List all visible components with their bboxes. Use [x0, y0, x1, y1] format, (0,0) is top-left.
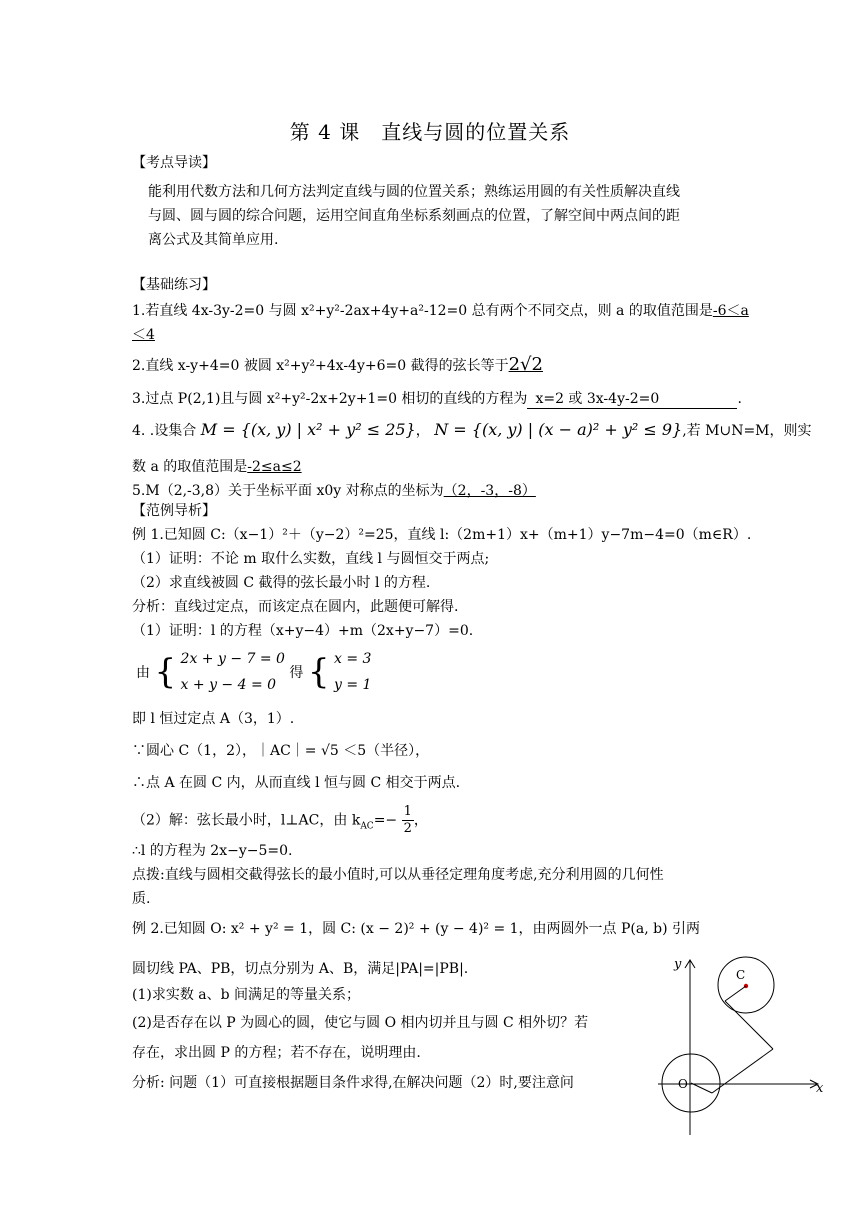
- ex1-result: ∴l 的方程为 2x−y−5=0.: [132, 843, 293, 859]
- examples-heading: 【范例导析】: [132, 503, 216, 519]
- q2-text: 2.直线 x-y+4=0 被圆 x²+y²+4x-4y+6=0 截得的弦长等于: [132, 358, 509, 374]
- q5-answer: （2，-3，-8）: [443, 483, 536, 499]
- ex2-analysis: 分析: 问题（1）可直接根据题目条件求得,在解决问题（2）时,要注意问: [132, 1075, 574, 1091]
- guide-line-2: 与圆、圆与圆的综合问题，运用空间直角坐标系刻画点的位置，了解空间中两点间的距: [148, 208, 680, 224]
- ex1-tip-2: 质.: [132, 891, 151, 907]
- ex1-tip-1: 点拨:直线与圆相交截得弦长的最小值时,可以从垂径定理角度考虑,充分利用圆的几何性: [132, 867, 664, 883]
- q4-condition: ,若 M∪N=M，则实: [682, 423, 812, 439]
- ex1-analysis: 分析：直线过定点，而该定点在圆内，此题便可解得.: [132, 599, 459, 615]
- tangent-pb: [712, 1049, 773, 1093]
- page-title: 第 4 课 直线与圆的位置关系: [289, 120, 571, 144]
- guide-heading: 【考点导读】: [132, 155, 216, 171]
- basic-q5: 5.M（2,-3,8）关于坐标平面 x0y 对称点的坐标为（2，-3，-8）: [132, 483, 536, 499]
- origin-label: O: [678, 1077, 688, 1091]
- q3-text: 3.过点 P(2,1)且与圆 x²+y²-2x+2y+1=0 相切的直线的方程为: [132, 391, 528, 407]
- basic-heading: 【基础练习】: [132, 277, 216, 293]
- q4-answer: -2≤a≤2: [247, 459, 302, 475]
- ex1-fixed-point: 即 l 恒过定点 A（3，1）.: [132, 711, 295, 727]
- q2-answer: 2√2: [508, 354, 543, 375]
- q1-text: 1.若直线 4x-3y-2=0 与圆 x²+y²-2ax+4y+a²-12=0 总有两个不同交点，则 a 的取值范围是: [132, 303, 713, 319]
- ex1-solution2: （2）解：弦长最小时，l⊥AC，由 $k_{AC}=-$ $\frac{1}{2}$ ，: [132, 804, 428, 836]
- ex1-inside: ∴点 A 在圆 C 内，从而直线 l 恒与圆 C 相交于两点.: [132, 775, 461, 791]
- system-solution: x = 3 y = 1: [333, 651, 372, 693]
- q4-set-n: N = {(x, y) | (x − a)² + y² ≤ 9}: [434, 420, 683, 439]
- tangent-pa: [725, 1001, 773, 1049]
- ex1-part2: （2）求直线被圆 C 截得的弦长最小时 l 的方程.: [132, 575, 431, 591]
- x-axis-label: x: [816, 1081, 824, 1096]
- basic-q2: [132, 354, 543, 375]
- ex1-proof1: （1）证明：l 的方程（x+y−4）+m（2x+y−7）=0.: [132, 623, 474, 639]
- guide-line-1: 能利用代数方法和几何方法判定直线与圆的位置关系；熟练运用圆的有关性质解决直线: [148, 184, 680, 200]
- y-axis-label: y: [674, 957, 682, 972]
- ex2-statement: 例 2.已知圆 O: x² + y² = 1，圆 C: (x − 2)² + (y − 4)² = 1，由两圆外一点 P(a, b) 引两: [132, 921, 701, 937]
- radius-ca: [725, 986, 746, 1001]
- basic-q1: [132, 300, 749, 320]
- q3-answer: x=2 或 3x-4y-2=0: [527, 388, 737, 409]
- ex2-part1: (1)求实数 a、b 间满足的等量关系；: [132, 987, 361, 1003]
- ex1-center: ∵圆心 C（1，2），｜AC｜= √5 ＜5（半径），: [132, 743, 430, 759]
- basic-q3: 3.过点 P(2,1)且与圆 x²+y²-2x+2y+1=0 相切的直线的方程为 x=2 或 3x-4y-2=0 .: [132, 388, 742, 409]
- ex1-statement: 例 1.已知圆 C:（x−1）²＋（y−2）²=25，直线 l:（2m+1）x+（m+1）y−7m−4=0（m∈R）.: [132, 527, 752, 543]
- center-c-label: C: [736, 968, 746, 982]
- system-equations: 2x + y − 7 = 0 x + y − 4 = 0: [180, 651, 285, 693]
- guide-line-3: 离公式及其简单应用.: [148, 232, 279, 248]
- q4-set-m: M = {(x, y) | x² + y² ≤ 25}: [200, 420, 416, 439]
- q4-text: 4. .设集合: [132, 423, 197, 439]
- basic-q4-line2: 数 a 的取值范围是-2≤a≤2: [132, 459, 302, 475]
- q1-answer-a: -6＜a: [712, 303, 749, 319]
- coordinate-figure: [650, 950, 840, 1145]
- q1-answer-b: ＜4: [132, 327, 155, 343]
- basic-q4: 4. .设集合 M = {(x, y) | x² + y² ≤ 25}， N = {(x, y) | (x − a)² + y² ≤ 9},若 M∪N=M，则实: [132, 420, 812, 439]
- ex1-system: 由 { 2x + y − 7 = 0 x + y − 4 = 0 得 { x = 3 y = 1: [136, 646, 371, 698]
- ex1-part1: （1）证明：不论 m 取什么实数，直线 l 与圆恒交于两点;: [132, 551, 490, 567]
- ex2-part2a: (2)是否存在以 P 为圆心的圆，使它与圆 O 相内切并且与圆 C 相外切？若: [132, 1015, 589, 1031]
- ex2-part2b: 存在，求出圆 P 的方程；若不存在，说明理由.: [132, 1045, 421, 1061]
- ex2-statement-2: 圆切线 PA、PB，切点分别为 A、B，满足|PA|=|PB|.: [132, 961, 469, 977]
- fraction: $\frac{1}{2}$: [403, 804, 412, 836]
